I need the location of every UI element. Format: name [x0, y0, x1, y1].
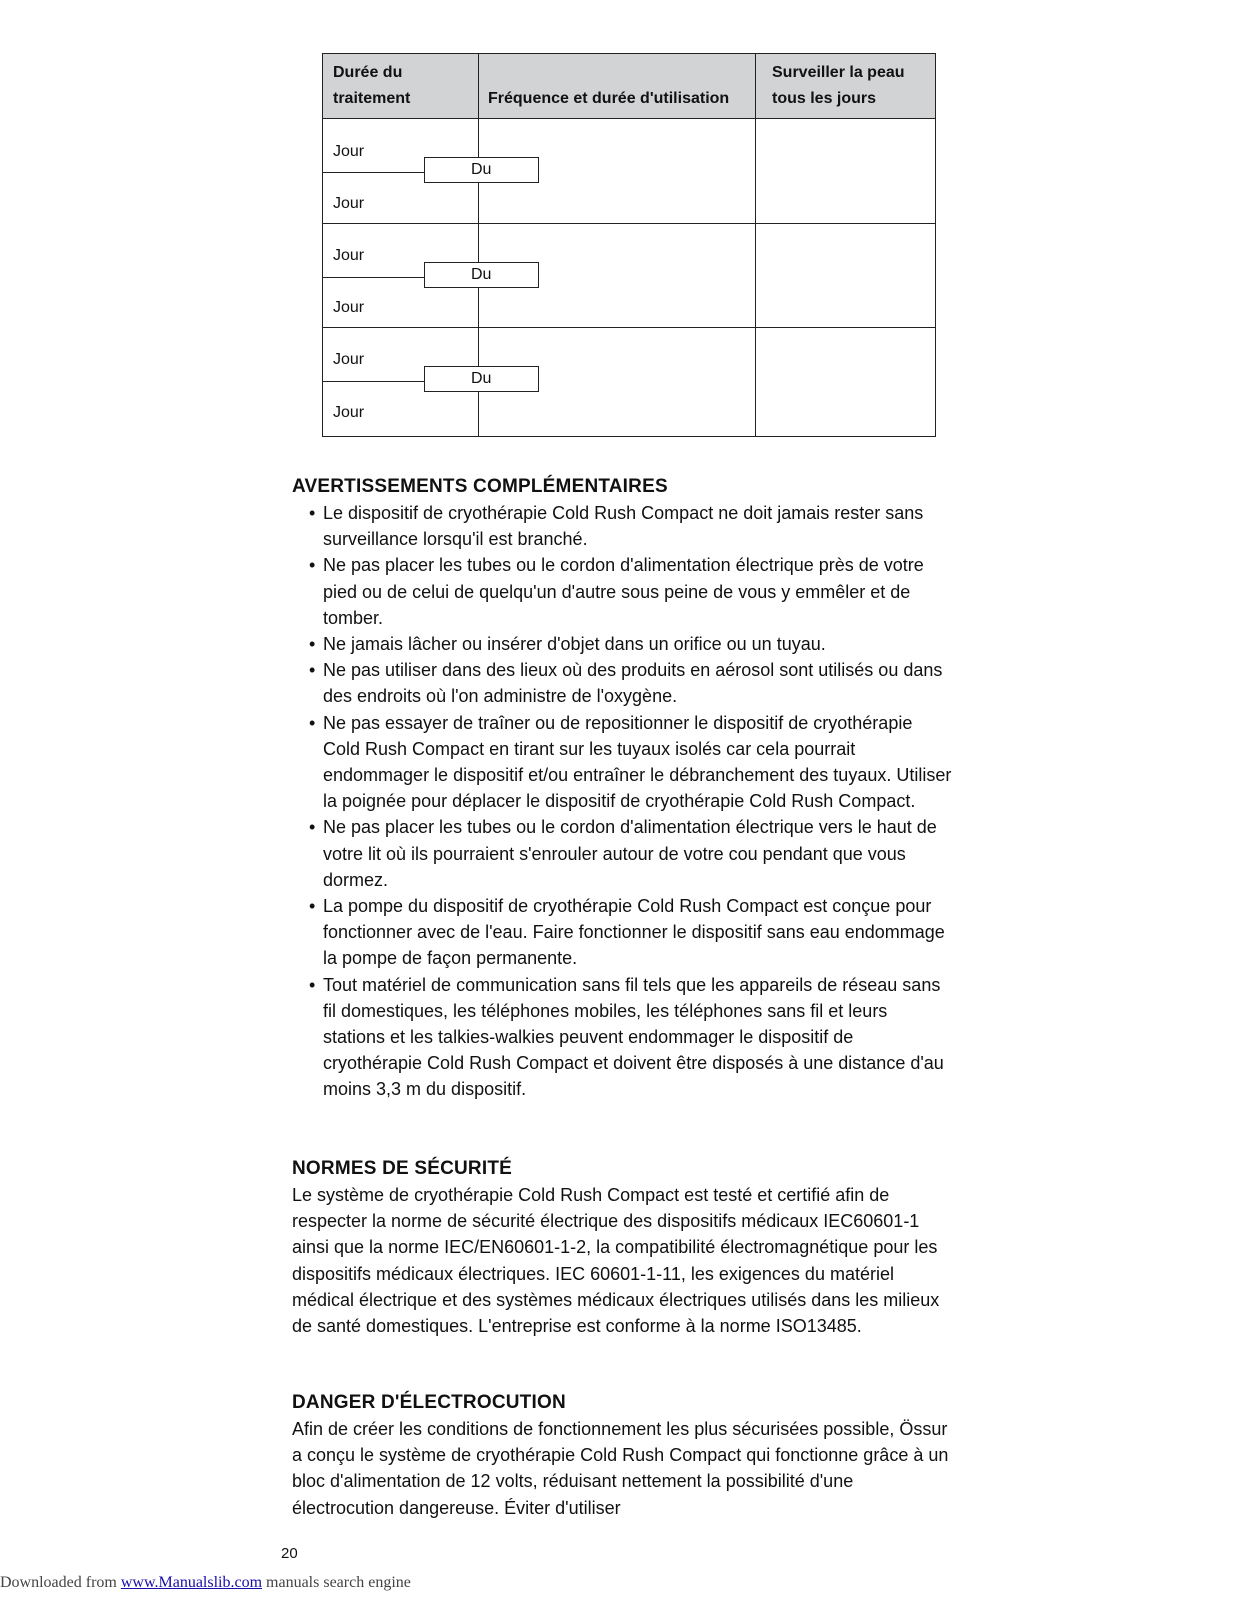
day-end-label: Jour [333, 195, 365, 212]
header-duration: Durée du traitement [333, 64, 411, 107]
safety-heading: NORMES DE SÉCURITÉ [292, 1158, 513, 1179]
list-item: • Ne jamais lâcher ou insérer d'objet dans un orifice ou un tuyau. [309, 634, 826, 655]
treatment-table [322, 53, 936, 437]
warnings-heading: AVERTISSEMENTS COMPLÉMENTAIRES [292, 476, 668, 497]
day-end-label: Jour [333, 299, 365, 316]
list-item: • Ne pas placer les tubes ou le cordon d'alimentation électrique près de votre pied ou de celui de quelqu'un d'autre sous peine de vous y emmêler et de tomber. [309, 555, 924, 628]
list-item: • Ne pas placer les tubes ou le cordon d'alimentation électrique vers le haut de votre lit où ils pourraient s'enrouler autour de votre cou pendant que vous dormez. [309, 817, 937, 890]
day-split-line [323, 172, 424, 173]
from-box: Du [424, 366, 539, 392]
warnings-list [292, 500, 952, 1103]
day-start-label: Jour [333, 247, 365, 264]
from-box: Du [424, 157, 539, 183]
list-item: • Ne pas utiliser dans des lieux où des produits en aérosol sont utilisés ou dans des endroits où l'on administre de l'oxygène. [309, 660, 943, 707]
list-item: • La pompe du dispositif de cryothérapie Cold Rush Compact est conçue pour fonctionner avec de l'eau. Faire fonctionner le dispositif sans eau endommage la pompe de façon permanente. [309, 896, 945, 969]
list-item: • Le dispositif de cryothérapie Cold Rush Compact ne doit jamais rester sans surveillance lorsqu'il est branché. [309, 503, 924, 550]
safety-section [292, 1156, 952, 1339]
footer-prefix: Downloaded from [0, 1574, 121, 1591]
from-box: Du [424, 262, 539, 288]
electrocution-section [292, 1390, 952, 1521]
table-header-row [323, 54, 935, 119]
header-frequency: Fréquence et durée d'utilisation [488, 90, 730, 107]
day-split-line [323, 277, 424, 278]
day-split-line [323, 381, 424, 382]
electrocution-text: Afin de créer les conditions de fonctionnement les plus sécurisées possible, Össur a conçu le système de cryothérapie Cold Rush Compact qui fonctionne grâce à un bloc d'alimentation de 12 volts, réduisant nettement la possibilité d'une électrocution dangereuse. Éviter d'utiliser [292, 1419, 949, 1518]
header-skin: Surveiller la peau tous les jours [772, 64, 905, 107]
row-divider [323, 223, 935, 224]
list-item: • Tout matériel de communication sans fil tels que les appareils de réseau sans fil domestiques, les téléphones mobiles, les téléphones sans fil et leurs stations et les talkies-walkies peuvent endommager le dispositif de cryothérapie Cold Rush Compact et doivent être disposés à une distance d'au moins 3,3 m du dispositif. [309, 974, 944, 1100]
electrocution-heading: DANGER D'ÉLECTROCUTION [292, 1392, 566, 1413]
warnings-section [292, 474, 952, 1103]
page-number: 20 [281, 1545, 298, 1562]
day-start-label: Jour [333, 351, 365, 368]
row-divider [323, 327, 935, 328]
footer-suffix: manuals search engine [262, 1574, 411, 1591]
safety-text: Le système de cryothérapie Cold Rush Compact est testé et certifié afin de respecter la norme de sécurité électrique des dispositifs médicaux IEC60601-1 ainsi que la norme IEC/EN60601-1-2, la compatibilité électromagnétique pour les dispositifs médicaux électriques. IEC 60601-1-11, les exigences du matériel médical électrique et des systèmes médicaux électriques utilisés dans les milieux de santé domestiques. L'entreprise est conforme à la norme ISO13485. [292, 1185, 940, 1337]
list-item: • Ne pas essayer de traîner ou de repositionner le dispositif de cryothérapie Cold Rush Compact en tirant sur les tuyaux isolés car cela pourrait endommager le dispositif et/ou entraîner le débranchement des tuyaux. Utiliser la poignée pour déplacer le dispositif de cryothérapie Cold Rush Compact. [309, 712, 952, 812]
download-footer [0, 1574, 411, 1592]
manualslib-link[interactable]: www.Manualslib.com [120, 1574, 263, 1591]
day-start-label: Jour [333, 143, 365, 160]
column-divider [755, 54, 756, 436]
day-end-label: Jour [333, 404, 365, 421]
